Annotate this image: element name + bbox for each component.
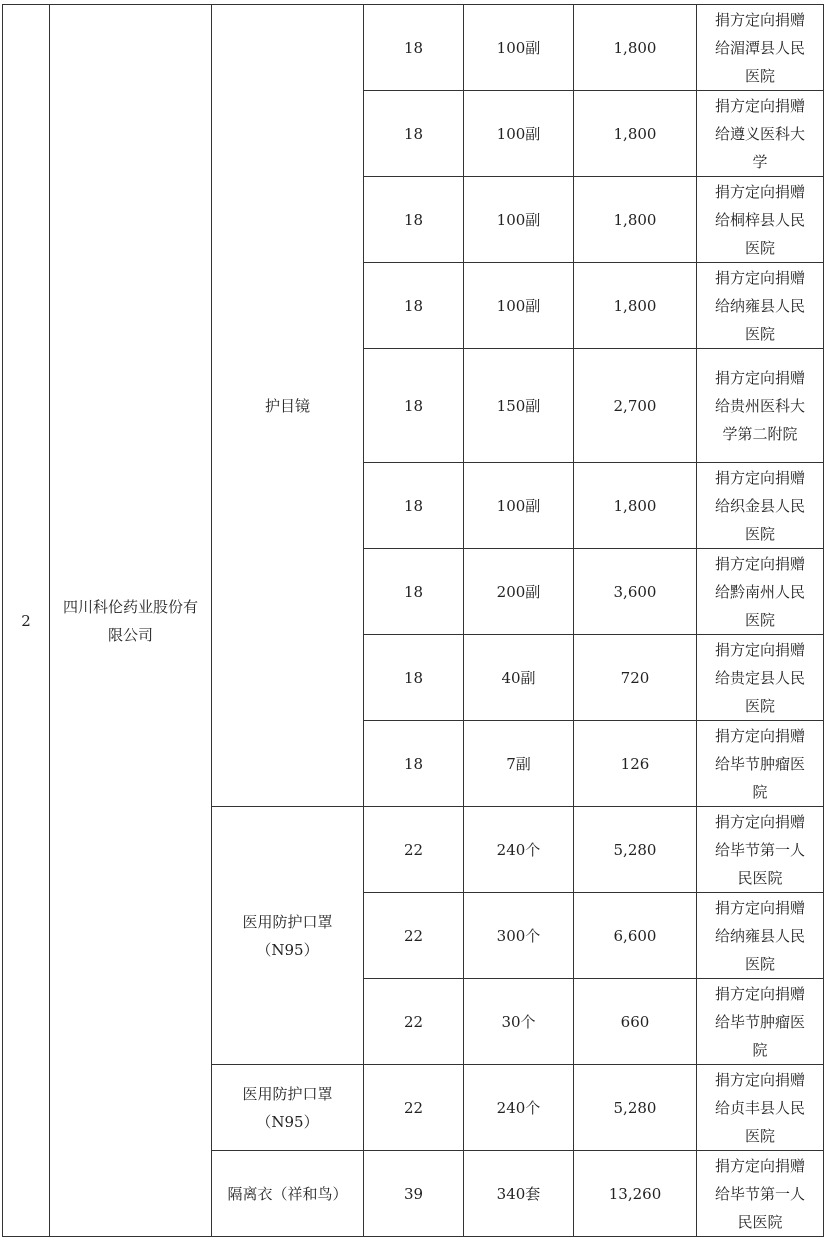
destination: 捐方定向捐赠给湄潭县人民医院 [697,5,824,91]
amount: 5,280 [574,1065,697,1151]
destination: 捐方定向捐赠给毕节肿瘤医院 [697,721,824,807]
amount: 1,800 [574,5,697,91]
unit-price: 18 [364,5,464,91]
quantity: 40副 [464,635,574,721]
amount: 2,700 [574,349,697,463]
unit-price: 18 [364,549,464,635]
unit-price: 22 [364,893,464,979]
destination: 捐方定向捐赠给贞丰县人民医院 [697,1065,824,1151]
unit-price: 18 [364,463,464,549]
destination: 捐方定向捐赠给毕节肿瘤医院 [697,979,824,1065]
unit-price: 18 [364,721,464,807]
unit-price: 22 [364,1065,464,1151]
donation-table-body [3,5,824,1237]
destination: 捐方定向捐赠给贵州医科大学第二附院 [697,349,824,463]
destination: 捐方定向捐赠给织金县人民医院 [697,463,824,549]
amount: 660 [574,979,697,1065]
amount: 1,800 [574,177,697,263]
destination: 捐方定向捐赠给遵义医科大学 [697,91,824,177]
amount: 1,800 [574,263,697,349]
amount: 1,800 [574,91,697,177]
quantity: 100副 [464,177,574,263]
quantity: 30个 [464,979,574,1065]
amount: 6,600 [574,893,697,979]
destination: 捐方定向捐赠给毕节第一人民医院 [697,807,824,893]
amount: 720 [574,635,697,721]
unit-price: 39 [364,1151,464,1237]
unit-price: 22 [364,979,464,1065]
amount: 3,600 [574,549,697,635]
destination: 捐方定向捐赠给黔南州人民医院 [697,549,824,635]
destination: 捐方定向捐赠给毕节第一人民医院 [697,1151,824,1237]
destination: 捐方定向捐赠给纳雍县人民医院 [697,263,824,349]
quantity: 340套 [464,1151,574,1237]
quantity: 300个 [464,893,574,979]
item-name: 医用防护口罩（N95） [212,1065,364,1151]
quantity: 240个 [464,807,574,893]
unit-price: 18 [364,349,464,463]
sequence-number: 2 [3,5,50,1237]
quantity: 200副 [464,549,574,635]
destination: 捐方定向捐赠给桐梓县人民医院 [697,177,824,263]
quantity: 7副 [464,721,574,807]
item-name: 隔离衣（祥和鸟） [212,1151,364,1237]
quantity: 100副 [464,5,574,91]
company-name: 四川科伦药业股份有限公司 [50,5,212,1237]
amount: 13,260 [574,1151,697,1237]
item-name: 护目镜 [212,5,364,807]
quantity: 240个 [464,1065,574,1151]
unit-price: 18 [364,635,464,721]
unit-price: 18 [364,91,464,177]
destination: 捐方定向捐赠给贵定县人民医院 [697,635,824,721]
amount: 126 [574,721,697,807]
destination: 捐方定向捐赠给纳雍县人民医院 [697,893,824,979]
item-name: 医用防护口罩（N95） [212,807,364,1065]
unit-price: 18 [364,263,464,349]
quantity: 100副 [464,91,574,177]
table-row [3,5,824,91]
amount: 5,280 [574,807,697,893]
amount: 1,800 [574,463,697,549]
donation-table [2,4,824,1237]
quantity: 100副 [464,263,574,349]
quantity: 150副 [464,349,574,463]
unit-price: 22 [364,807,464,893]
unit-price: 18 [364,177,464,263]
quantity: 100副 [464,463,574,549]
